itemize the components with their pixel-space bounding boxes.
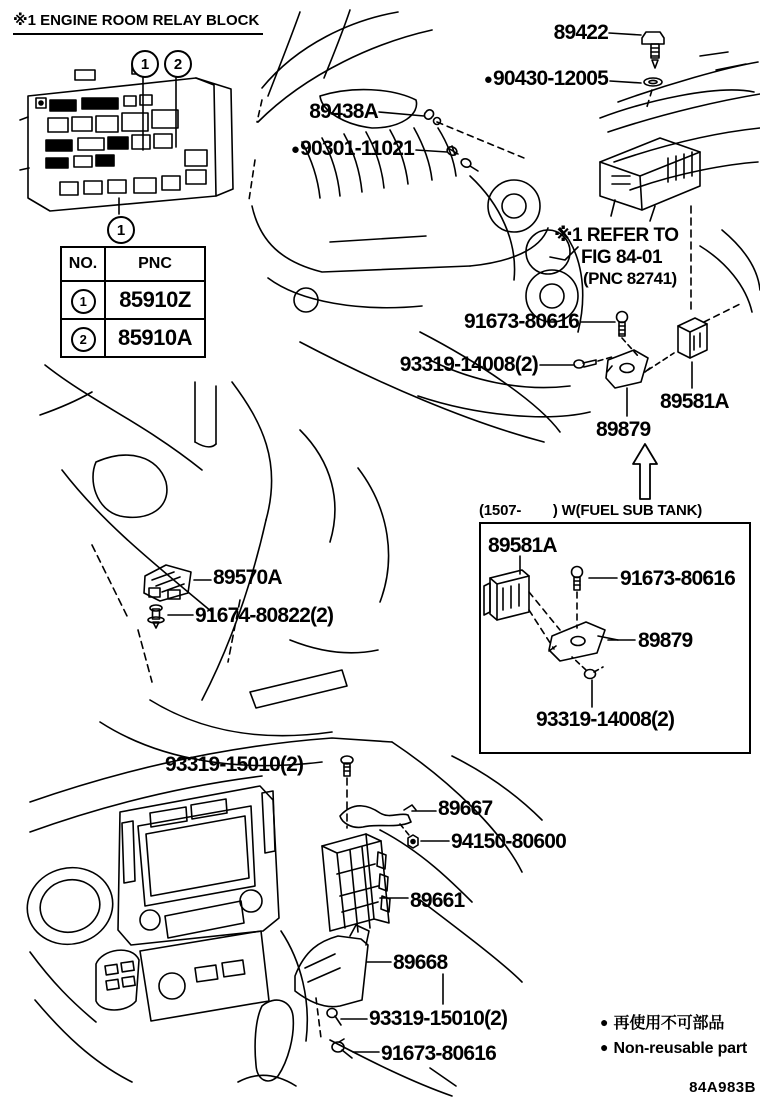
pnc-table: [60, 246, 206, 358]
part-number: 90430-12005: [493, 67, 608, 90]
engine-drawing: [600, 32, 760, 190]
relay-block-title: ※1 ENGINE ROOM RELAY BLOCK: [13, 13, 263, 35]
part-label-89668: 89668: [393, 951, 448, 974]
row2-pnc: 85910A: [105, 319, 205, 357]
part-label-93319-14008-upper: 93319-14008(2): [399, 353, 538, 376]
callout-1: 1: [131, 50, 159, 78]
part-label-90430-12005: [484, 68, 608, 89]
part-label-93319-14008-box: 93319-14008(2): [536, 708, 675, 731]
non-reusable-bullet: ●: [600, 1014, 609, 1030]
part-label-94150-80600: 94150-80600: [451, 830, 566, 853]
legend-jp-text: 再使用不可部品: [613, 1015, 725, 1032]
part-number: 90301-11021: [300, 137, 414, 160]
pnc-table-col-pnc: PNC: [105, 247, 205, 281]
table-row: [61, 281, 205, 319]
row1-number: 1: [71, 289, 96, 314]
part-label-89438a: 89438A: [309, 100, 378, 123]
part-label-89667: 89667: [438, 797, 493, 820]
part-label-91674-80822: 91674-80822(2): [195, 604, 334, 627]
part-label-89661: 89661: [410, 889, 465, 912]
part-label-89570a: 89570A: [213, 566, 282, 589]
sub-tank-caption: (1507- ) W(FUEL SUB TANK): [479, 502, 703, 519]
part-label-93319-15010-upper: 93319-15010(2): [165, 753, 304, 776]
part-label-89879-box: 89879: [638, 629, 693, 652]
part-label-91673-80616-upper: 91673-80616: [464, 310, 579, 333]
part-label-89581a-upper: 89581A: [660, 390, 729, 413]
part-label-89422: 89422: [553, 21, 608, 44]
callout-bottom-1: 1: [107, 216, 135, 244]
part-label-93319-15010-lower: 93319-15010(2): [369, 1007, 508, 1030]
part-label-90301-11021: [291, 138, 414, 159]
legend-row-en: [600, 1040, 747, 1057]
refer-note-line1: ※1 REFER TO: [554, 225, 679, 246]
callout-2: 2: [164, 50, 192, 78]
row2-number: 2: [71, 327, 96, 352]
up-arrow: [633, 444, 657, 499]
refer-note: [554, 226, 679, 287]
legend-en-text: Non-reusable part: [613, 1040, 748, 1057]
table-row: [61, 319, 205, 357]
part-label-89581a-box: 89581A: [488, 534, 557, 557]
non-reusable-bullet: ●: [600, 1039, 609, 1055]
non-reusable-bullet: ●: [483, 71, 492, 88]
diagram-code: 84A983B: [689, 1079, 756, 1096]
relay-block-drawing: [20, 64, 233, 214]
part-label-91673-80616-lower: 91673-80616: [381, 1042, 496, 1065]
non-reusable-bullet: ●: [290, 141, 300, 158]
row1-pnc: 85910Z: [105, 281, 205, 319]
legend-row-jp: [600, 1015, 724, 1032]
refer-note-line2: FIG 84-01: [581, 247, 663, 268]
part-label-91673-80616-box: 91673-80616: [620, 567, 735, 590]
pnc-table-col-no: NO.: [61, 247, 105, 281]
refer-note-line3: (PNC 82741): [583, 269, 677, 288]
part-label-89879-upper: 89879: [596, 418, 651, 441]
